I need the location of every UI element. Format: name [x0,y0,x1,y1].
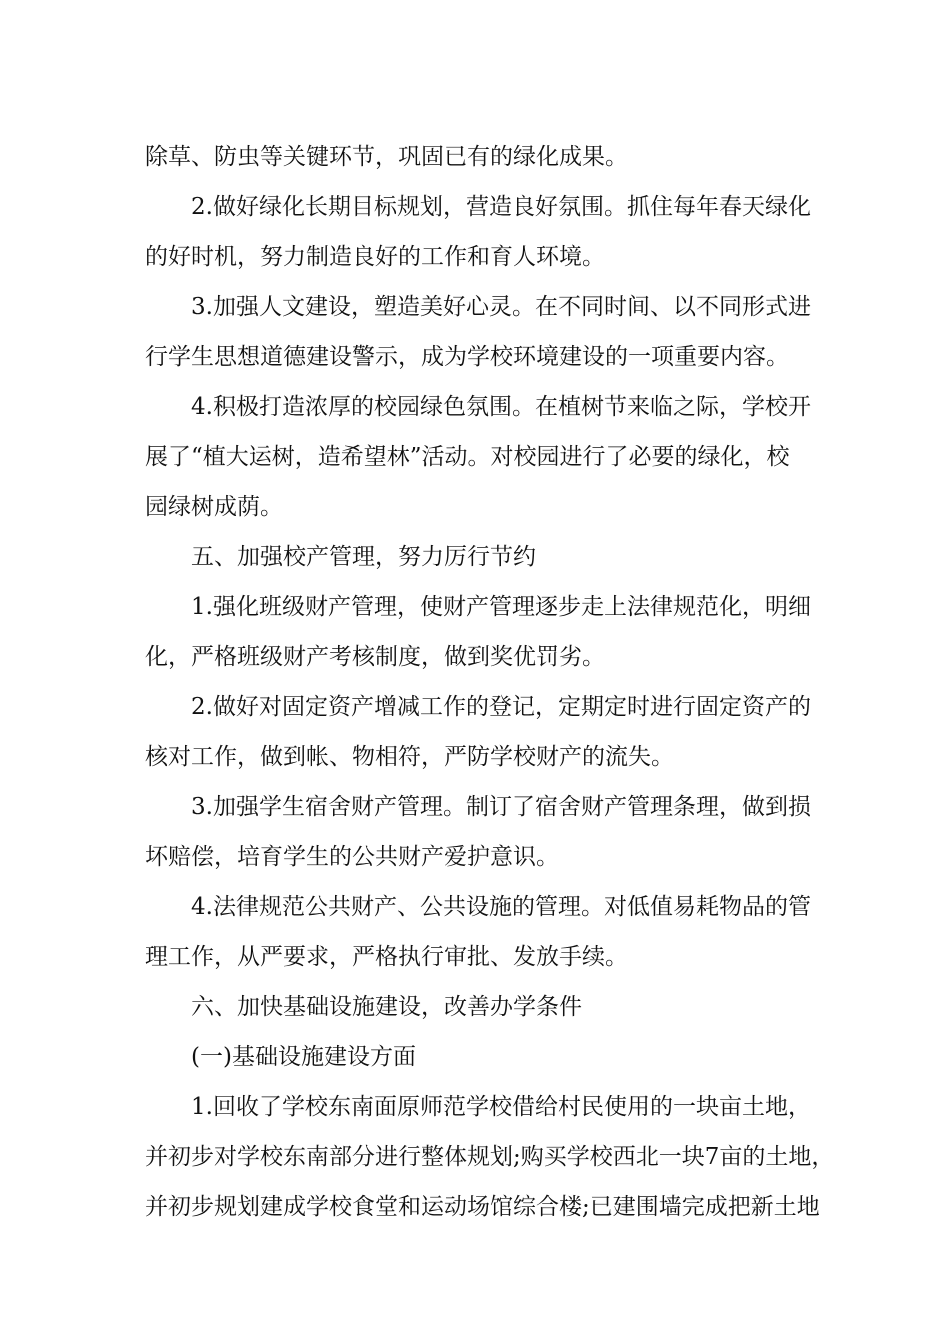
text-line: 的好时机，努力制造良好的工作和育人环境。 [145,244,605,270]
text-line: 行学生思想道德建设警示，成为学校环境建设的一项重要内容。 [145,344,789,370]
subsection-heading: (一)基础设施建设方面 [191,1044,416,1070]
paragraph-first-line: 1.强化班级财产管理，使财产管理逐步走上法律规范化，明细 [191,594,811,620]
paragraph-first-line: 3.加强人文建设，塑造美好心灵。在不同时间、以不同形式进 [191,294,811,320]
paragraph-first-line: 3.加强学生宿舍财产管理。制订了宿舍财产管理条理，做到损 [191,794,811,820]
text-line: 化，严格班级财产考核制度，做到奖优罚劣。 [145,644,605,670]
paragraph-first-line: 2.做好对固定资产增减工作的登记，定期定时进行固定资产的 [191,694,811,720]
text-line: 坏赔偿，培育学生的公共财产爱护意识。 [145,844,559,870]
section-heading: 五、加强校产管理，努力厉行节约 [191,544,536,570]
document-body [145,132,835,1232]
text-line: 展了“植大运树，造希望林”活动。对校园进行了必要的绿化，校 [145,444,790,470]
text-line: 除草、防虫等关键环节，巩固已有的绿化成果。 [145,144,628,170]
paragraph-first-line: 4.法律规范公共财产、公共设施的管理。对低值易耗物品的管 [191,894,811,920]
text-line: 理工作，从严要求，严格执行审批、发放手续。 [145,944,628,970]
paragraph-first-line: 2.做好绿化长期目标规划，营造良好氛围。抓住每年春天绿化 [191,194,811,220]
section-heading: 六、加快基础设施建设，改善办学条件 [191,994,582,1020]
text-line: 并初步对学校东南部分进行整体规划;购买学校西北一块7亩的土地， [145,1144,835,1170]
paragraph-first-line: 1.回收了学校东南面原师范学校借给村民使用的一块亩土地， [191,1094,811,1120]
paragraph-first-line: 4.积极打造浓厚的校园绿色氛围。在植树节来临之际，学校开 [191,394,811,420]
text-line: 核对工作，做到帐、物相符，严防学校财产的流失。 [145,744,674,770]
text-line: 并初步规划建成学校食堂和运动场馆综合楼;已建围墙完成把新土地 [145,1194,820,1220]
text-line: 园绿树成荫。 [145,494,283,520]
